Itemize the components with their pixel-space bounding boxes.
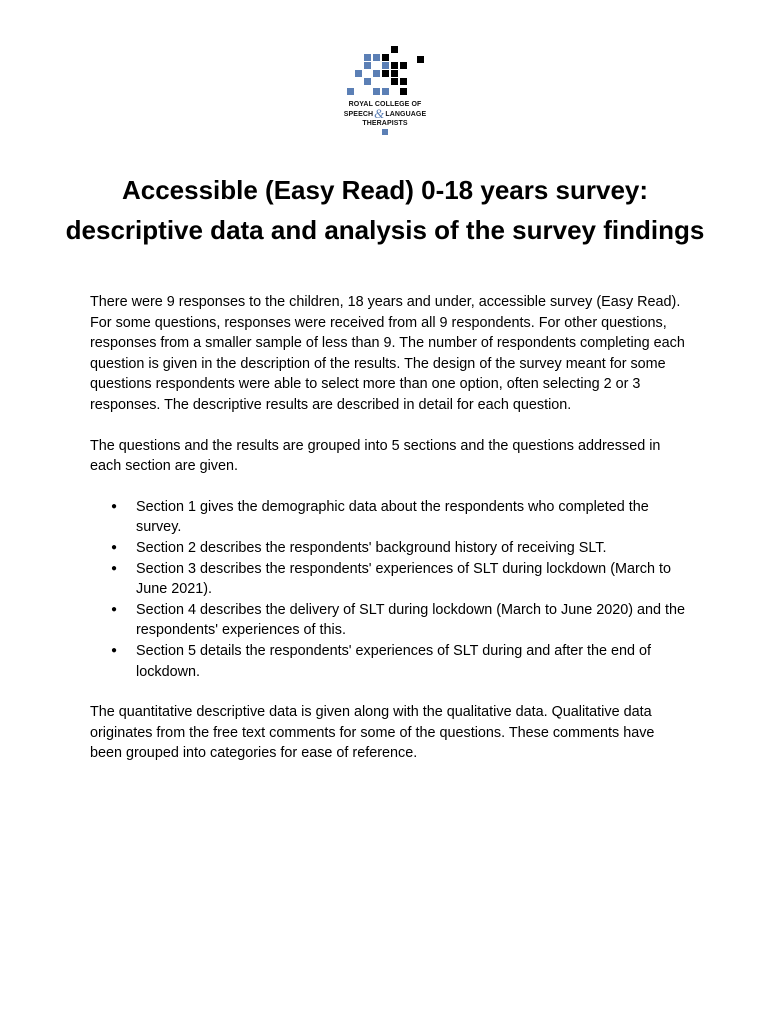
logo-bottom-square — [382, 129, 388, 135]
logo-line-2 — [335, 106, 435, 121]
intro-paragraph: There were 9 responses to the children, 18 years and under, accessible survey (Easy Read). For some questions, responses were received from all 9 respondents. For other questions, responses from a smaller sample of less than 9. The number of respondents completing each question is given in the description of the results. The design of the survey meant for some questions respondents were able to select more than one option, often selecting 2 or 3 responses. The descriptive results are described in detail for each question. — [90, 294, 685, 413]
list-item — [111, 497, 690, 538]
logo-speech: SPEECH — [343, 111, 374, 118]
bullet-icon: ● — [111, 541, 118, 553]
list-item-text: Section 2 describes the respondents' background history of receiving SLT. — [136, 539, 607, 556]
list-item-text: Section 1 gives the demographic data about the respondents who completed the survey. — [136, 498, 649, 536]
logo-line-1: ROYAL COLLEGE OF — [348, 101, 422, 108]
logo-wordmark — [335, 100, 435, 128]
list-item — [111, 641, 690, 682]
document-body — [90, 292, 690, 784]
bullet-icon: ● — [111, 644, 118, 656]
rcslt-logo — [335, 44, 435, 140]
list-item — [111, 538, 690, 559]
list-item — [111, 559, 690, 600]
logo-squares-icon — [335, 44, 435, 102]
bullet-icon: ● — [111, 500, 118, 512]
sections-intro-paragraph: The questions and the results are grouped into 5 sections and the questions addressed in each section are given. — [90, 437, 661, 475]
logo-line-3: THERAPISTS — [362, 120, 408, 127]
list-item — [111, 600, 690, 641]
list-item-text: Section 4 describes the delivery of SLT during lockdown (March to June 2020) and the respondents' experiences of this. — [136, 601, 686, 639]
list-item-text: Section 3 describes the respondents' experiences of SLT during lockdown (March to June 2021). — [136, 560, 671, 598]
bullet-icon: ● — [111, 603, 118, 615]
logo-language: LANGUAGE — [385, 111, 427, 118]
bullet-icon: ● — [111, 562, 118, 574]
closing-paragraph: The quantitative descriptive data is given along with the qualitative data. Qualitative data originates from the free text comments for some of the questions. These comments have been grouped into categories for ease of reference. — [90, 704, 655, 762]
logo-ampersand: & — [374, 106, 385, 121]
sections-list — [90, 497, 690, 682]
list-item-text: Section 5 details the respondents' experiences of SLT during and after the end of lockdown. — [136, 642, 652, 680]
document-title: Accessible (Easy Read) 0-18 years survey: descriptive data and analysis of the survey findings — [65, 175, 705, 245]
